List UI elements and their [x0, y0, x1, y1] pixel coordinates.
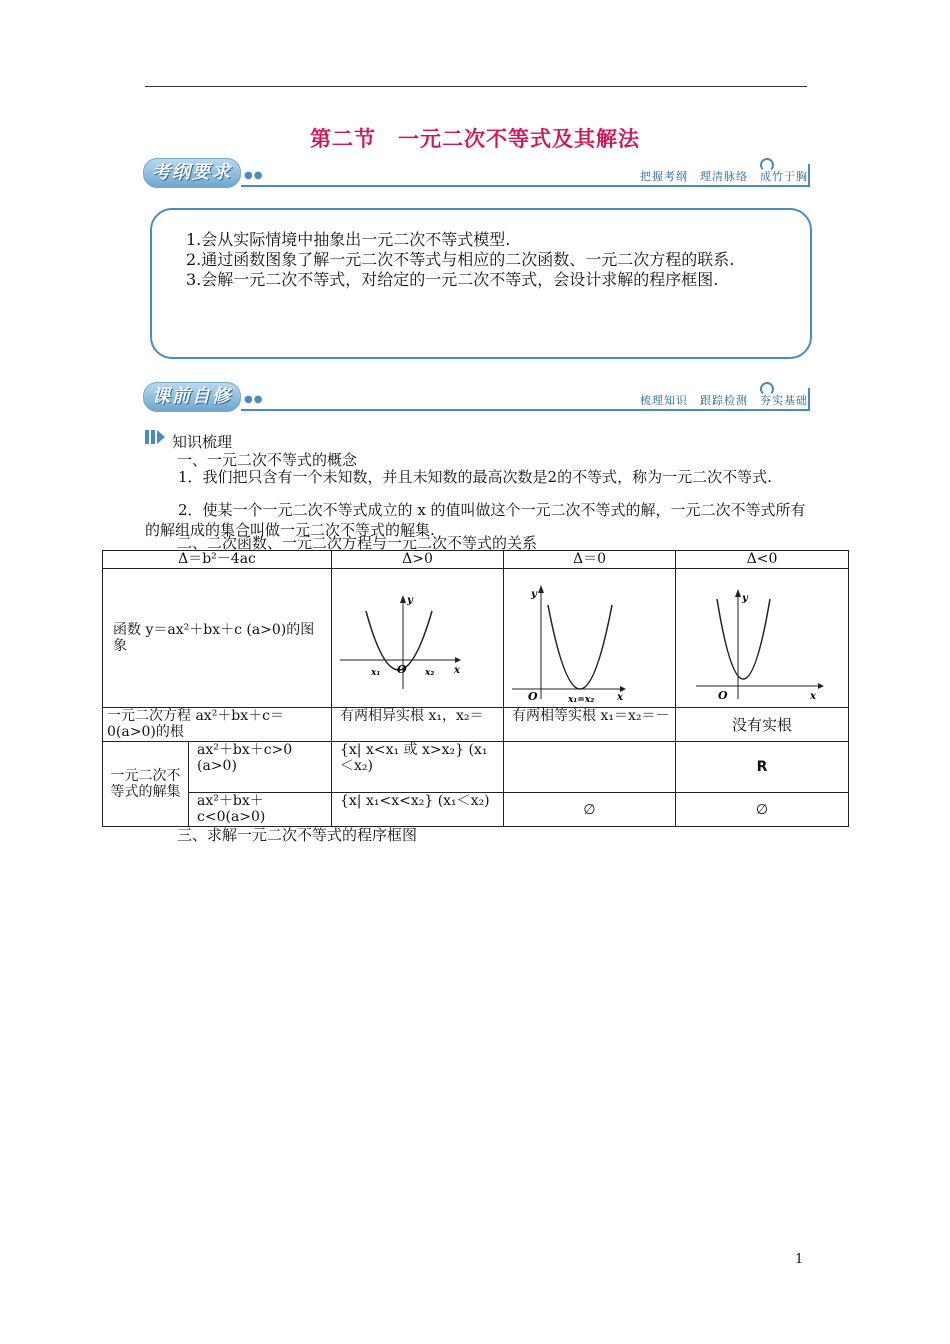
- svg-text:x: x: [454, 665, 460, 676]
- gt-solution-positive: {x| x<x₁ 或 x>x₂} (x₁＜x₂): [332, 742, 504, 793]
- svg-text:y: y: [407, 595, 413, 606]
- header-positive: Δ>0: [332, 551, 504, 569]
- knowledge-heading: 知识梳理: [172, 433, 233, 451]
- svg-text:y: y: [742, 593, 748, 604]
- parabola-no-root: [676, 569, 846, 703]
- parabola-two-roots: [332, 569, 502, 703]
- row-roots-label: 一元二次方程 ax²＋bx＋c＝0(a>0)的根: [103, 708, 332, 742]
- top-rule: [145, 86, 807, 87]
- banner-right-text: 梳理知识 跟踪检测 夯实基础: [640, 394, 808, 407]
- svg-text:O: O: [718, 689, 728, 702]
- roots-double: 有两相等实根 x₁＝x₂＝－: [504, 708, 676, 742]
- svg-text:x: x: [810, 691, 816, 702]
- graph-no-root: [676, 569, 849, 708]
- banner-tag: 考纲要求: [143, 158, 241, 188]
- greater-than-label: ax²＋bx＋c>0 (a>0): [189, 742, 332, 793]
- relation-table: [102, 550, 849, 827]
- banner-tag: 课前自修: [143, 382, 241, 412]
- requirement-item: 2.通过函数图象了解一元二次不等式与相应的二次函数、一元二次方程的联系.: [186, 250, 735, 269]
- banner-exam-requirements: [143, 158, 810, 188]
- less-than-label: ax²＋bx＋c<0(a>0): [189, 793, 332, 827]
- svg-text:O: O: [397, 663, 407, 676]
- lt-solution-positive: {x| x₁<x<x₂} (x₁＜x₂): [332, 793, 504, 827]
- gt-solution-zero: [504, 742, 676, 793]
- section-1-heading: 一、一元二次不等式的概念: [177, 451, 358, 469]
- lt-solution-zero: ∅: [504, 793, 676, 827]
- paragraph-2: 2．使某一个一元二次不等式成立的 x 的值叫做这个一元二次不等式的解，一元二次不等式所有的解组成的集合叫做一元二次不等式的解集.: [145, 501, 806, 539]
- roots-two-distinct: 有两相异实根 x₁，x₂＝: [332, 708, 504, 742]
- gt-solution-negative: R: [676, 742, 849, 793]
- row-solution-set-label: 一元二次不等式的解集: [103, 742, 189, 827]
- row-graph-label: 函数 y＝ax²＋bx＋c (a>0)的图象: [103, 569, 332, 708]
- parabola-double-root: [504, 569, 674, 703]
- banner-right-text: 把握考纲 理清脉络 成竹于胸: [640, 170, 808, 183]
- svg-text:x₁: x₁: [371, 668, 381, 678]
- paragraph-1: 1．我们把只含有一个未知数，并且未知数的最高次数是2的不等式，称为一元二次不等式.: [178, 468, 772, 486]
- page-number: 1: [795, 1252, 804, 1267]
- requirement-item: 1.会从实际情境中抽象出一元二次不等式模型.: [186, 230, 511, 249]
- svg-text:O: O: [528, 690, 538, 703]
- requirement-item: 3.会解一元二次不等式，对给定的一元二次不等式，会设计求解的程序框图.: [186, 270, 719, 289]
- svg-text:x: x: [617, 692, 623, 703]
- header-discriminant: Δ＝b²－4ac: [103, 551, 332, 569]
- graph-double-root: [504, 569, 676, 708]
- header-negative: Δ<0: [676, 551, 849, 569]
- section-2-heading: 二、二次函数、一元二次方程与一元二次不等式的关系: [177, 534, 538, 552]
- roots-none: 没有实根: [676, 708, 849, 742]
- header-zero: Δ＝0: [504, 551, 676, 569]
- page-title: 第二节 一元二次不等式及其解法: [310, 127, 640, 151]
- requirements-list: [186, 230, 786, 290]
- section-3-heading: 三、求解一元二次不等式的程序框图: [177, 826, 418, 844]
- svg-text:x₂: x₂: [425, 668, 435, 678]
- banner-dots: ●●: [244, 170, 264, 181]
- graph-two-roots: [332, 569, 504, 708]
- svg-text:y: y: [531, 589, 537, 600]
- lt-solution-negative: ∅: [676, 793, 849, 827]
- banner-dots: ●●: [244, 394, 264, 405]
- section-marker-icon: [145, 430, 165, 449]
- svg-text:x₁=x₂: x₁=x₂: [568, 695, 595, 703]
- banner-pre-class-study: [143, 382, 810, 412]
